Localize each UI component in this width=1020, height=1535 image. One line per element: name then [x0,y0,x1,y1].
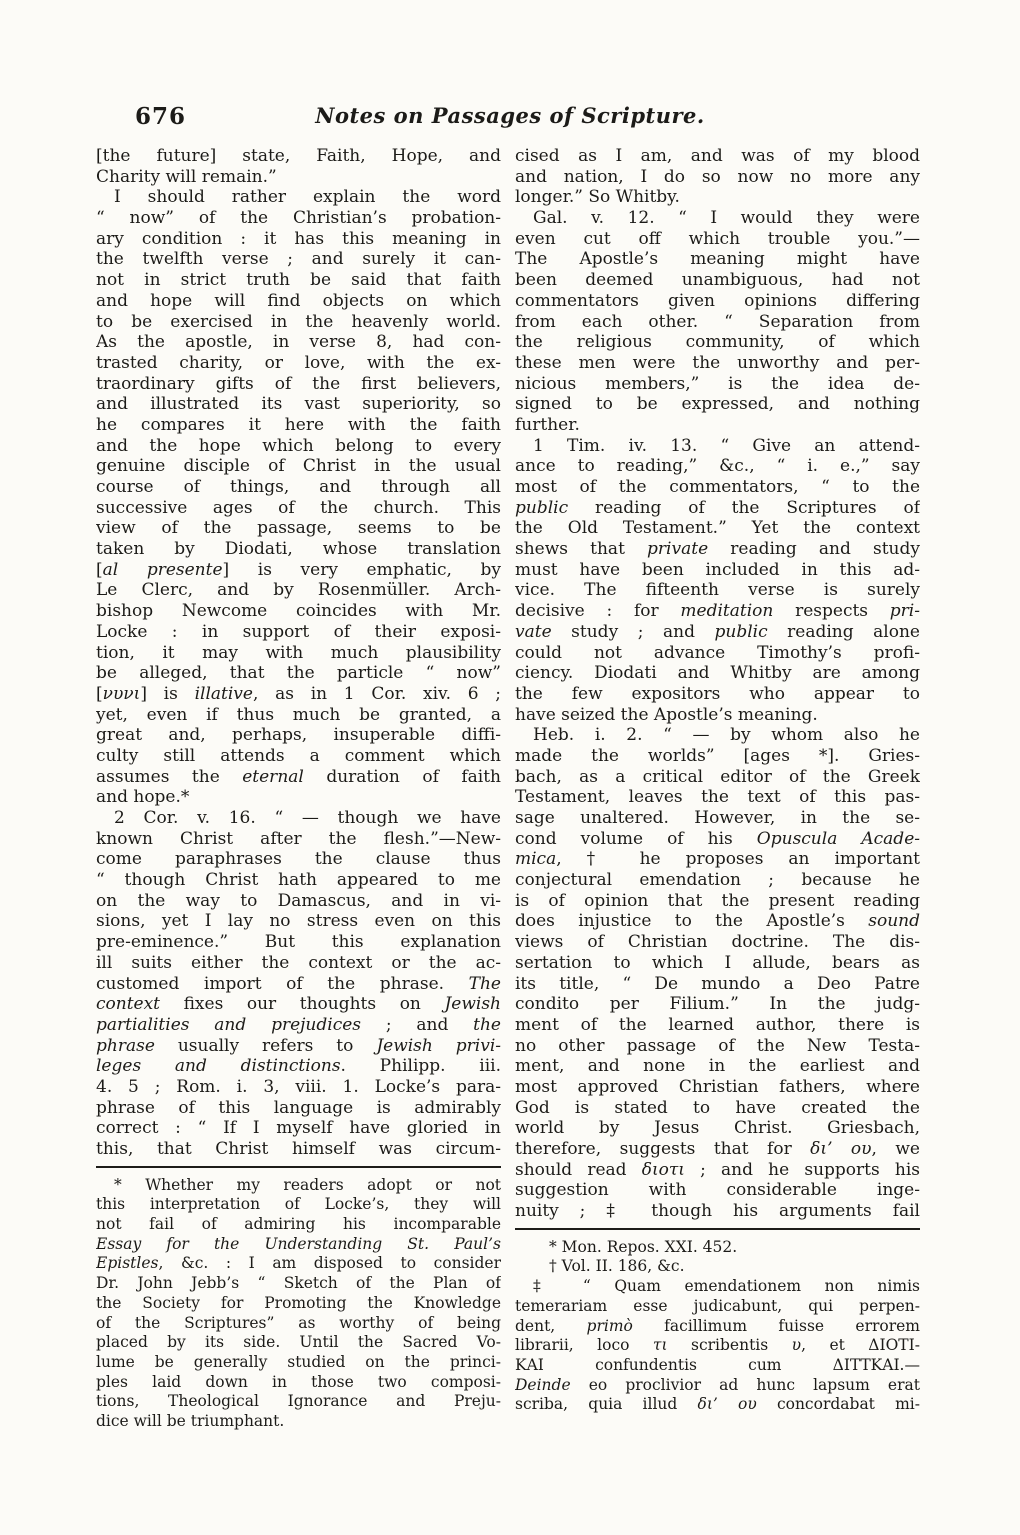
text-line: to be exercised in the heavenly world. [96,311,501,332]
text-line: mica, † he proposes an important [515,849,920,870]
text-line: known Christ after the flesh.”—New- [96,828,501,849]
text-line: views of Christian doctrine. The dis- [515,932,920,953]
text-line: view of the passage, seems to be [96,518,501,539]
text-line: phrase usually refers to Jewish privi- [96,1035,501,1056]
text-line: ary condition : it has this meaning in [96,228,501,249]
text-line: been deemed unambiguous, had not [515,270,920,291]
text-line: nuity ; ‡ though his arguments fail [515,1201,920,1222]
text-line: great and, perhaps, insuperable diffi- [96,725,501,746]
text-line: commentators given opinions differing [515,290,920,311]
text-line: Locke : in support of their exposi- [96,621,501,642]
text-line: sertation to which I allude, bears as [515,952,920,973]
text-line: “ now” of the Christian’s probation- [96,208,501,229]
text-line: and hope.* [96,787,190,808]
text-line: placed by its side. Until the Sacred Vo- [96,1333,501,1352]
text-line: successive ages of the church. This [96,497,501,518]
text-line: partialities and prejudices ; and the [96,1014,501,1035]
text-line: suggestion with considerable inge- [515,1180,920,1201]
text-columns [96,146,920,1432]
column-text [96,146,501,1160]
text-line: * Whether my readers adopt or not [114,1175,501,1194]
text-line: ill suits either the context or the ac- [96,952,501,973]
text-line: [al presente] is very emphatic, by [96,559,501,580]
text-line: therefore, suggests that for δι’ ου, we [515,1139,920,1159]
text-line: of the Scriptures” as worthy of being [96,1313,501,1332]
text-line: ciency. Diodati and Whitby are among [515,663,920,684]
text-line: dent, primò facillimum fuisse errorem [515,1316,920,1335]
text-line: I should rather explain the word [114,187,501,208]
text-line: Epistles, &c. : I am disposed to consider [96,1254,501,1273]
text-line: the few expositors who appear to [515,683,920,704]
text-line: librarii, loco τι scribentis υ, et ΔΙΟΤΙ- [515,1336,920,1355]
text-line: Testament, leaves the text of this pas- [515,787,920,808]
text-line: [νυνι] is illative, as in 1 Cor. xiv. 6 ; [96,683,501,704]
text-line: further. [515,414,580,435]
text-line: the Society for Promoting the Knowledge [96,1293,501,1312]
text-line: pre-eminence.” But this explanation [96,932,501,953]
text-line: culty still attends a comment which [96,745,501,766]
text-line: sions, yet I lay no stress even on this [96,911,501,932]
text-line: 2 Cor. v. 16. “ — though we have [114,808,501,828]
footnote-rule [96,1166,501,1168]
text-line: be alleged, that the particle “ now” [96,663,501,684]
text-line: no other passage of the New Testa- [515,1035,920,1056]
text-line: bach, as a critical editor of the Greek [515,766,920,787]
text-line: ΚΑΙ confundentis cum ΔΙΤΤΚΑΙ.— [515,1355,920,1374]
text-line: course of things, and through all [96,477,501,497]
text-line: † Vol. II. 186, &c. [549,1257,685,1276]
text-line: its title, “ De mundo a Deo Patre [515,973,920,994]
text-line: cond volume of his Opuscula Acade- [515,828,920,849]
text-line: phrase of this language is admirably [96,1097,501,1118]
text-line: yet, even if thus much be granted, a [96,704,501,725]
text-line: on the way to Damascus, and in vi- [96,890,501,911]
text-line: temerariam esse judicabunt, qui perpen- [515,1296,920,1315]
text-line: Le Clerc, and by Rosenmüller. Arch- [96,580,501,601]
text-line: bishop Newcome coincides with Mr. [96,601,501,622]
text-line: and illustrated its vast superiority, so [96,394,501,415]
right-column [515,146,920,1415]
text-line: context fixes our thoughts on Jewish [96,994,501,1015]
text-line: does injustice to the Apostle’s sound [515,911,920,932]
text-line: ment of the learned author, there is [515,1014,920,1035]
footnote-text [96,1176,501,1432]
text-line: scriba, quia illud δι’ ου concordabat mi- [515,1395,920,1414]
text-line: shews that private reading and study [515,539,920,560]
text-line: most approved Christian fathers, where [515,1076,920,1097]
text-line: not fail of admiring his incomparable [96,1215,501,1234]
text-line: the religious community, of which [515,332,920,353]
text-line: Heb. i. 2. “ — by whom also he [533,725,920,746]
text-line: and nation, I do so now no more any [515,166,920,187]
text-line: longer.” So Whitby. [515,187,680,208]
text-line: customed import of the phrase. The [96,973,501,994]
text-line: not in strict truth be said that faith [96,270,501,291]
text-line: decisive : for meditation respects pri- [515,601,920,622]
text-line: As the apostle, in verse 8, had con- [96,332,501,353]
text-line: God is stated to have created the [515,1097,920,1118]
text-line: 4. 5 ; Rom. i. 3, viii. 1. Locke’s para- [96,1076,501,1097]
text-line: conjectural emendation ; because he [515,870,920,891]
text-line: trasted charity, or love, with the ex- [96,352,501,373]
text-line: condito per Filium.” In the judg- [515,994,920,1015]
text-line: leges and distinctions. Philipp. iii. [96,1056,501,1077]
text-line: sage unaltered. However, in the se- [515,808,920,828]
text-line: could not advance Timothy’s profi- [515,642,920,663]
text-line: assumes the eternal duration of faith [96,766,501,787]
text-line: tions, Theological Ignorance and Preju- [96,1392,501,1411]
footnote-rule [515,1228,920,1230]
text-line: Gal. v. 12. “ I would they were [533,208,920,229]
text-line: and the hope which belong to every [96,435,501,456]
text-line: and hope will find objects on which [96,290,501,311]
text-line: most of the commentators, “ to the [515,477,920,497]
text-line: vate study ; and public reading alone [515,621,920,642]
text-line: 1 Tim. iv. 13. “ Give an attend- [533,435,920,456]
text-line: Dr. John Jebb’s “ Sketch of the Plan of [96,1274,501,1293]
page-number: 676 [135,103,187,130]
text-line: vice. The fifteenth verse is surely [515,580,920,601]
text-line: traordinary gifts of the first believers, [96,373,501,394]
text-line: [the future] state, Faith, Hope, and [96,146,501,166]
text-line: these men were the unworthy and per- [515,352,920,373]
text-line: he compares it here with the faith [96,414,501,435]
text-line: from each other. “ Separation from [515,311,920,332]
text-line: the twelfth verse ; and surely it can- [96,249,501,270]
text-line: genuine disciple of Christ in the usual [96,456,501,477]
text-line: should read διοτι ; and he supports his [515,1159,920,1180]
text-line: this, that Christ himself was circum- [96,1139,501,1159]
text-line: the Old Testament.” Yet the context [515,518,920,539]
text-line: correct : “ If I myself have gloried in [96,1118,501,1139]
left-column [96,146,501,1432]
text-line: is of opinion that the present reading [515,890,920,911]
text-line: ples laid down in those two composi- [96,1372,501,1391]
text-line: even cut off which trouble you.”— [515,228,920,249]
text-line: have seized the Apostle’s meaning. [515,704,818,725]
text-line: nicious members,” is the idea de- [515,373,920,394]
text-line: public reading of the Scriptures of [515,497,920,518]
page-header [0,103,1020,137]
text-line: The Apostle’s meaning might have [515,249,920,270]
text-line: ance to reading,” &c., “ i. e.,” say [515,456,920,477]
text-line: dice will be triumphant. [96,1411,285,1430]
text-line: made the worlds” [ages *]. Gries- [515,745,920,766]
text-line: this interpretation of Locke’s, they will [96,1195,501,1214]
running-title: Notes on Passages of Scripture. [315,103,705,128]
footnote-text [515,1238,920,1415]
column-text [515,146,920,1222]
text-line: world by Jesus Christ. Griesbach, [515,1118,920,1139]
text-line: must have been included in this ad- [515,559,920,580]
text-line: “ though Christ hath appeared to me [96,870,501,891]
text-line: lume be generally studied on the princi- [96,1352,501,1371]
text-line: taken by Diodati, whose translation [96,539,501,560]
text-line: signed to be expressed, and nothing [515,394,920,415]
text-line: * Mon. Repos. XXI. 452. [549,1237,738,1256]
text-line: ment, and none in the earliest and [515,1056,920,1077]
text-line: Charity will remain.” [96,166,277,187]
text-line: ‡ “ Quam emendationem non nimis [533,1277,920,1296]
text-line: cised as I am, and was of my blood [515,146,920,166]
text-line: tion, it may with much plausibility [96,642,501,663]
text-line: Essay for the Understanding St. Paul’s [96,1234,501,1253]
text-line: come paraphrases the clause thus [96,849,501,870]
text-line: Deinde eo proclivior ad hunc lapsum erat [515,1375,920,1394]
